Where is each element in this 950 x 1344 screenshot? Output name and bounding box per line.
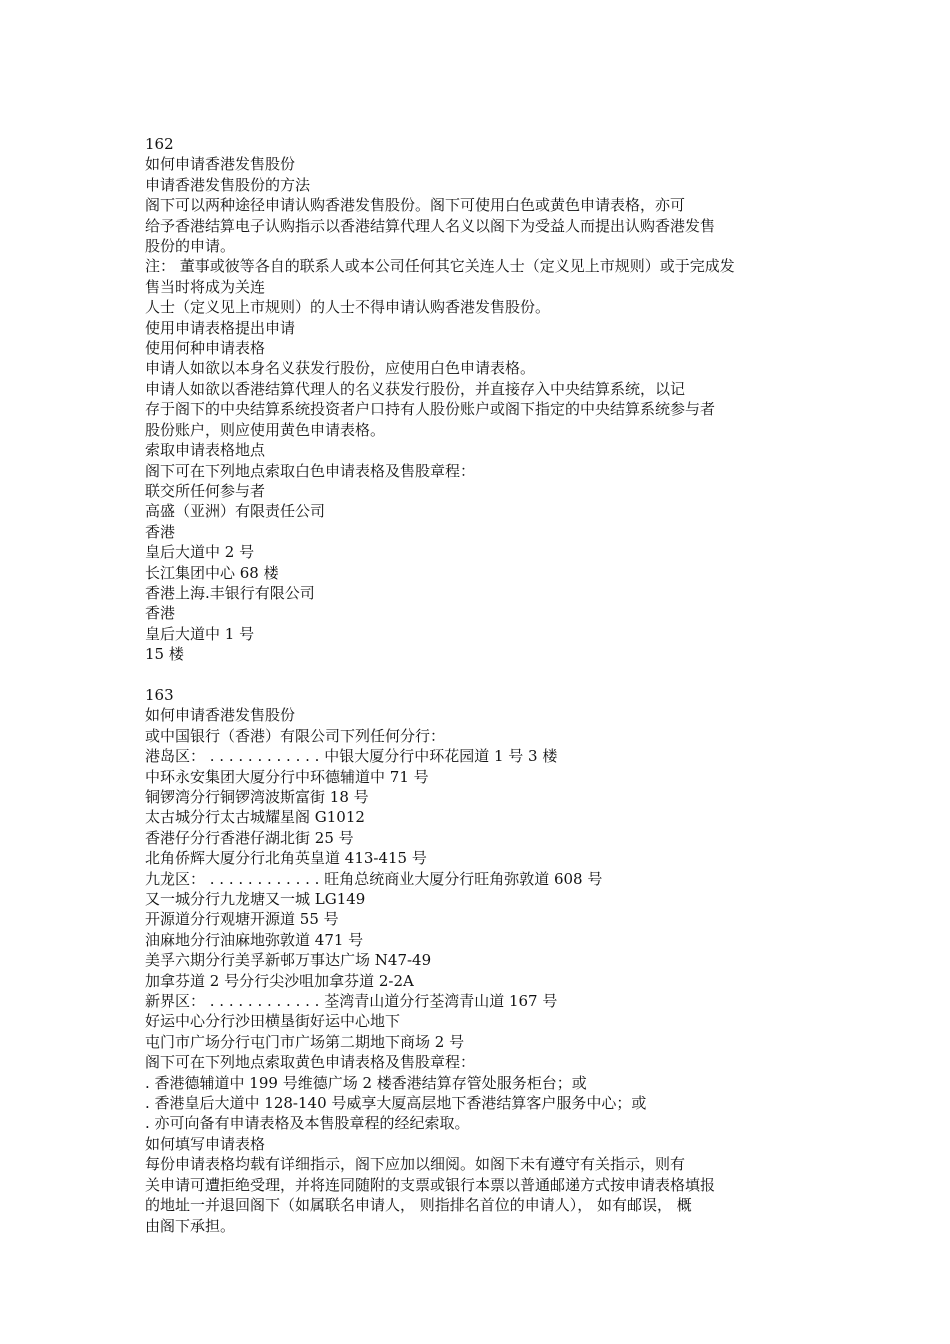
text-line: 又一城分行九龙塘又一城 LG149	[145, 890, 366, 909]
text-line: 如何申请香港发售股份	[145, 706, 296, 725]
text-line: 屯门市广场分行屯门市广场第二期地下商场 2 号	[145, 1032, 465, 1051]
section-gap	[145, 665, 835, 685]
text-line: 皇后大道中 2 号	[145, 543, 255, 562]
text-line: 太古城分行太古城耀星阁 G1012	[145, 808, 365, 827]
text-line: 香港上海.丰银行有限公司	[145, 583, 315, 602]
text-line: 使用申请表格提出申请	[145, 318, 296, 337]
text-line: 人士（定义见上市规则）的人士不得申请认购香港发售股份。	[145, 298, 551, 317]
text-line: 中环永安集团大厦分行中环德辅道中 71 号	[145, 767, 429, 786]
text-line: 香港	[145, 522, 176, 541]
text-line: 索取申请表格地点	[145, 441, 266, 460]
text-line: 好运中心分行沙田横垦街好运中心地下	[145, 1012, 401, 1031]
text-line: 铜锣湾分行铜锣湾波斯富街 18 号	[145, 787, 369, 806]
text-line: 股份账户，则应使用黄色申请表格。	[145, 420, 386, 439]
text-line: 关申请可遭拒绝受理，并将连同随附的支票或银行本票以普通邮递方式按申请表格填报	[145, 1175, 716, 1194]
text-line: 九龙区： . . . . . . . . . . . . 旺角总统商业大厦分行旺角弥敦道 608 号	[145, 869, 603, 888]
section-162	[145, 134, 835, 665]
text-line: 每份申请表格均载有详细指示，阁下应加以细阅。如阁下未有遵守有关指示，则有	[145, 1155, 686, 1174]
text-line: 申请香港发售股份的方法	[145, 175, 311, 194]
page-number: 162	[145, 135, 174, 153]
text-line: 联交所任何参与者	[145, 481, 266, 500]
text-line: 或中国银行（香港）有限公司下列任何分行：	[145, 726, 446, 745]
text-line: 股份的申请。	[145, 237, 236, 256]
text-line: 皇后大道中 1 号	[145, 624, 255, 643]
text-line: 高盛（亚洲）有限责任公司	[145, 502, 326, 521]
text-line: 注： 董事或彼等各自的联系人或本公司任何其它关连人士（定义见上市规则）或于完成发	[145, 257, 735, 276]
text-line: . 香港德辅道中 199 号维德广场 2 楼香港结算存管处服务柜台；或	[145, 1073, 587, 1092]
text-line: 阁下可在下列地点索取白色申请表格及售股章程：	[145, 461, 476, 480]
text-line: 由阁下承担。	[145, 1216, 236, 1235]
text-line: . 香港皇后大道中 128-140 号威享大厦高层地下香港结算客户服务中心；或	[145, 1094, 647, 1113]
text-line: 长江集团中心 68 楼	[145, 563, 279, 582]
text-line: 香港	[145, 604, 176, 623]
document-page	[145, 134, 835, 1236]
text-line: 开源道分行观塘开源道 55 号	[145, 910, 339, 929]
page-number: 163	[145, 685, 174, 704]
text-line: 香港仔分行香港仔湖北街 25 号	[145, 828, 354, 847]
text-line: 美孚六期分行美孚新邨万事达广场 N47-49	[145, 951, 432, 970]
text-line: 售当时将成为关连	[145, 277, 266, 296]
text-line: 北角侨辉大厦分行北角英皇道 413-415 号	[145, 849, 427, 868]
text-line: . 亦可向备有申请表格及本售股章程的经纪索取。	[145, 1114, 470, 1133]
text-line: 阁下可在下列地点索取黄色申请表格及售股章程：	[145, 1053, 476, 1072]
text-line: 申请人如欲以本身名义获发行股份，应使用白色申请表格。	[145, 359, 536, 378]
section-163	[145, 685, 835, 1236]
section-162-lines	[145, 154, 835, 664]
text-line: 港岛区： . . . . . . . . . . . . 中银大厦分行中环花园道 1 号 3 楼	[145, 747, 558, 766]
text-line: 如何申请香港发售股份	[145, 155, 296, 174]
text-line: 加拿芬道 2 号分行尖沙咀加拿芬道 2-2A	[145, 971, 414, 990]
text-line: 使用何种申请表格	[145, 339, 266, 358]
text-line: 如何填写申请表格	[145, 1134, 266, 1153]
text-line: 的地址一并退回阁下（如属联名申请人， 则指排名首位的申请人）， 如有邮误， 概	[145, 1196, 692, 1215]
text-line: 阁下可以两种途径申请认购香港发售股份。阁下可使用白色或黄色申请表格，亦可	[145, 196, 686, 215]
text-line: 给予香港结算电子认购指示以香港结算代理人名义以阁下为受益人而提出认购香港发售	[145, 216, 716, 235]
text-line: 15 楼	[145, 645, 184, 664]
text-line: 申请人如欲以香港结算代理人的名义获发行股份，并直接存入中央结算系统，以记	[145, 379, 686, 398]
text-line: 存于阁下的中央结算系统投资者户口持有人股份账户或阁下指定的中央结算系统参与者	[145, 400, 716, 419]
section-163-lines	[145, 705, 835, 1236]
text-line: 新界区： . . . . . . . . . . . . 荃湾青山道分行荃湾青山道 167 号	[145, 992, 558, 1011]
text-line: 油麻地分行油麻地弥敦道 471 号	[145, 930, 364, 949]
